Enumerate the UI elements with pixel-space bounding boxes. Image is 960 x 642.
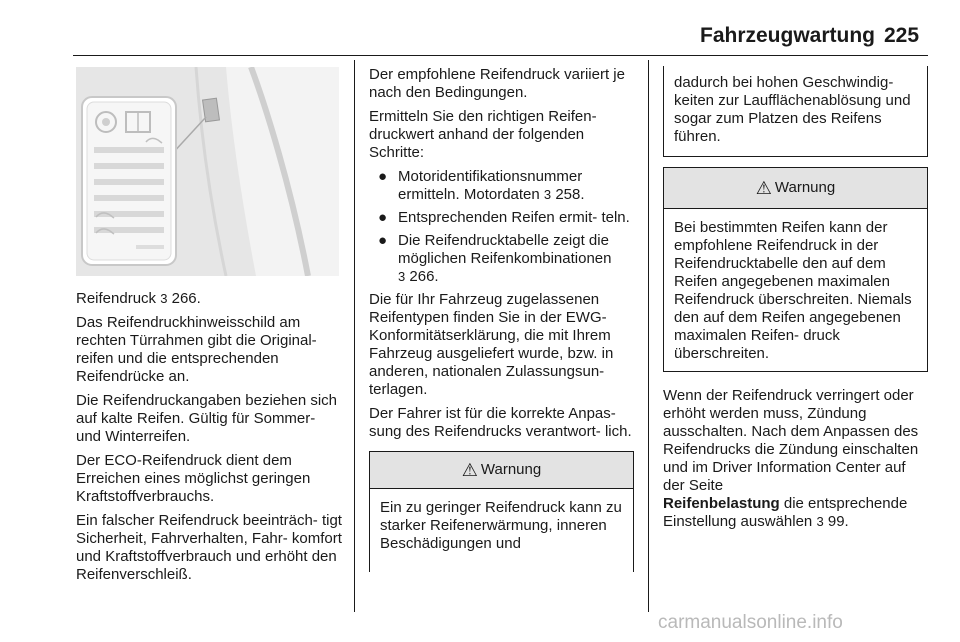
warning-header xyxy=(664,168,927,209)
warning-body xyxy=(370,489,633,561)
warning-continued-text: dadurch bei hohen Geschwindig- keiten zur Laufflächenablösung und sogar zum Platzen des Reifens führen. xyxy=(674,74,911,145)
label-row-6 xyxy=(94,227,164,233)
paragraph-intro-1: Der empfohlene Reifendruck variiert je nach den Bedingungen. xyxy=(369,66,625,101)
bullet-icon: ● xyxy=(378,232,388,249)
tire-pressure-label-illustration xyxy=(76,67,339,276)
paragraph-intro-2: Ermitteln Sie den richtigen Reifen- druckwert anhand der folgenden Schritte: xyxy=(369,108,597,161)
warning-body xyxy=(664,209,927,371)
column-divider-left xyxy=(354,60,355,612)
list-item xyxy=(369,232,634,286)
paragraph-cold-tires: Die Reifendruckangaben beziehen sich auf kalte Reifen. Gültig für Sommer- und Winterreifen. xyxy=(76,392,338,445)
bullet-icon: ● xyxy=(378,209,388,226)
figure-reference-page[interactable]: 266. xyxy=(171,290,201,307)
bullet-text: Die Reifendrucktabelle zeigt die möglichen Reifenkombinationen xyxy=(398,232,612,267)
watermark: carmanualsonline.info xyxy=(658,612,843,633)
column-2-text xyxy=(369,66,634,572)
list-item xyxy=(369,209,634,227)
paragraph-text: die entsprechende Einstellung auswählen xyxy=(663,495,908,530)
label-row-1 xyxy=(94,147,164,153)
warning-text: Ein zu geringer Reifendruck kann zu starker Reifenerwärmung, inneren Beschädigungen und xyxy=(380,499,622,552)
label-row-5 xyxy=(94,211,164,217)
page-number: 225 xyxy=(884,24,920,47)
paragraph-eco-pressure: Der ECO-Reifendruck dient dem Erreichen eines möglichst geringen Kraftstoffverbrauchs. xyxy=(76,452,311,505)
cross-reference-page[interactable]: 266. xyxy=(409,268,439,285)
label-row-2 xyxy=(94,163,164,169)
warning-title: Warnung xyxy=(774,179,836,196)
column-divider-right xyxy=(648,60,649,612)
paragraph-label-location: Das Reifendruckhinweisschild am rechten Türrahmen gibt die Original- reifen und die entsprechenden Reifendrücke an. xyxy=(76,314,317,385)
cross-reference-arrow-icon: 3 xyxy=(816,514,824,529)
paragraph-wrong-pressure: Ein falscher Reifendruck beeinträch- tigt Sicherheit, Fahrverhalten, Fahr- komfort und Kraftstoffverbrauch und erhöht den Reifenverschleiß. xyxy=(76,512,342,583)
column-1-text xyxy=(76,290,342,590)
paragraph-text: Wenn der Reifendruck verringert oder erhöht werden muss, Zündung ausschalten. Nach dem Anpassen des Reifendrucks die Zündung einschalten und im Driver Information Center auf der Seite xyxy=(663,387,919,494)
figure-reference-label: Reifendruck xyxy=(76,290,157,307)
warning-triangle-icon: ⚠ xyxy=(755,178,772,198)
steps-list xyxy=(369,168,634,286)
label-row-3 xyxy=(94,179,164,185)
cross-reference-arrow-icon: 3 xyxy=(398,269,406,284)
header-divider xyxy=(73,55,928,56)
warning-box-max-pressure xyxy=(663,167,928,372)
cross-reference-page[interactable]: 99. xyxy=(827,513,849,530)
warning-text: Bei bestimmten Reifen kann der empfohlene Reifendruck in der Reifendrucktabelle den auf dem Reifen angegebenen maximalen Reifendruck überschreiten. Niemals den auf dem Reifen angegebenen maximalen Reifen- druck überschreiten. xyxy=(674,219,912,362)
list-item xyxy=(369,168,634,204)
bullet-text: Entsprechenden Reifen ermit- teln. xyxy=(398,209,630,226)
cross-reference-page[interactable]: 258. xyxy=(555,186,585,203)
bullet-icon: ● xyxy=(378,168,388,185)
bullet-text: Motoridentifikationsnummer ermitteln. Motordaten xyxy=(398,168,583,203)
label-footer-code xyxy=(136,245,164,249)
warning-title: Warnung xyxy=(480,461,542,478)
cross-reference-arrow-icon: 3 xyxy=(543,187,552,202)
warning-triangle-icon: ⚠ xyxy=(461,460,478,480)
paragraph-approved-tires: Die für Ihr Fahrzeug zugelassenen Reifentypen finden Sie in der EWG- Konformitätserklärung, die mit Ihrem Fahrzeug ausgeliefert wurde, bzw. in anderen, nationalen Zulassungsun- terlagen. xyxy=(369,291,614,398)
warning-box-low-pressure xyxy=(369,451,634,572)
label-row-4 xyxy=(94,195,164,201)
page-header-title: Fahrzeugwartung xyxy=(700,24,876,47)
menu-page-name: Reifenbelastung xyxy=(663,495,780,512)
column-3-text xyxy=(663,66,928,537)
warning-header xyxy=(370,452,633,489)
paragraph-driver-responsibility: Der Fahrer ist für die korrekte Anpas- sung des Reifendrucks verantwort- lich. xyxy=(369,405,632,440)
paragraph-adjust-pressure xyxy=(663,387,928,531)
cross-reference-arrow-icon: 3 xyxy=(160,291,168,306)
figure-reference xyxy=(76,290,342,308)
tire-hub-icon xyxy=(102,118,110,126)
warning-box-continued xyxy=(663,66,928,157)
